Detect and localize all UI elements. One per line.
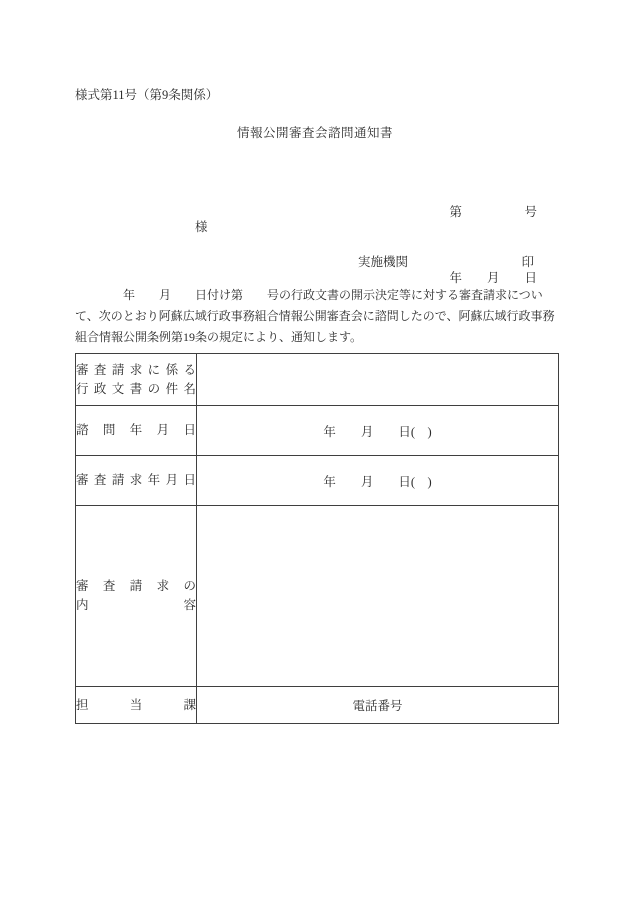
label-cell-section-in-charge: [76, 687, 197, 724]
label-cell-request-content: [76, 506, 197, 687]
form-number: 様式第11号（第9条関係）: [75, 88, 219, 102]
label-cell-subject-document: [76, 354, 197, 406]
document-date-line: 年 月 日: [449, 271, 537, 285]
table-row-section-in-charge: [76, 687, 559, 724]
value-cell-subject-document: [197, 354, 559, 406]
body-line-2: て、次のとおり阿蘇広域行政事務組合情報公開審査会に諮問したので、阿蘇広域行政事務: [75, 309, 555, 323]
label-line: 担当課: [76, 697, 196, 712]
table-row-consultation-date: [76, 406, 559, 456]
addressee-honorific: 様: [195, 220, 208, 234]
seal-mark: 印: [521, 255, 534, 269]
label-cell-request-date: [76, 456, 197, 506]
value-cell-request-date: 年 月 日( ): [197, 456, 559, 506]
issuer-row: [358, 252, 534, 270]
label-line: 行政文書の件名: [76, 381, 196, 396]
value-cell-request-content: [197, 506, 559, 687]
document-number-line: 第 号: [449, 205, 537, 219]
table-row-request-date: [76, 456, 559, 506]
label-line: 内容: [76, 598, 196, 612]
label-cell-consultation-date: [76, 406, 197, 456]
document-title: 情報公開審査会諮問通知書: [236, 126, 393, 140]
table-row-subject: [76, 354, 559, 406]
body-line-1: 年 月 日付け第 号の行政文書の開示決定等に対する審査請求につい: [75, 288, 543, 302]
label-line: 諮問年月日: [76, 423, 196, 437]
body-paragraph: [75, 285, 559, 348]
label-line: 審査請求の: [76, 579, 196, 593]
issuer-label: 実施機関: [358, 255, 409, 269]
value-cell-consultation-date: 年 月 日( ): [197, 406, 559, 456]
body-line-3: 組合情報公開条例第19条の規定により、通知します。: [75, 330, 363, 344]
table-row-request-content: [76, 506, 559, 687]
label-line: 審査請求年月日: [76, 473, 196, 487]
form-table: [75, 353, 559, 724]
label-line: 審査請求に係る: [76, 362, 196, 377]
value-cell-phone-number: 電話番号: [197, 687, 559, 724]
